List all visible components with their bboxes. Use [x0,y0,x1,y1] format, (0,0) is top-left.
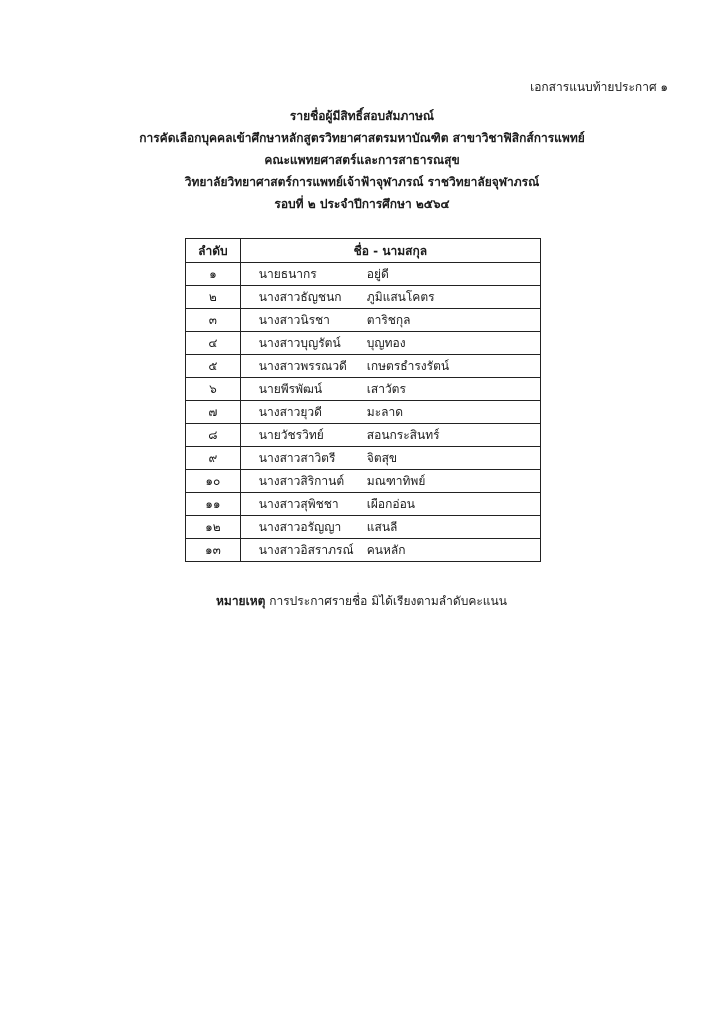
heading-title: รายชื่อผู้มีสิทธิ์สอบสัมภาษณ์ [289,109,435,123]
row-order: ๑๐ [186,470,241,493]
table-row [186,424,541,447]
row-last-name: สอนกระสินทร์ [366,428,440,442]
row-order: ๑ [186,263,241,286]
row-order: ๑๓ [186,539,241,562]
row-last-name: เกษตรธำรงรัตน์ [366,359,450,373]
table-row [186,309,541,332]
table-row [186,286,541,309]
row-first-name: นายวัชรวิทย์ [258,428,324,442]
row-full-name [240,263,540,286]
row-first-name: นางสาวสิริกานต์ [258,474,345,488]
row-order: ๕ [186,355,241,378]
row-full-name [240,401,540,424]
row-first-name: นางสาวสาวิตรี [258,451,336,465]
document-reference: เอกสารแนบท้ายประกาศ ๑ [530,80,668,94]
row-order: ๗ [186,401,241,424]
row-first-name: นางสาวนิรชา [258,313,330,327]
table-row [186,516,541,539]
row-full-name [240,539,540,562]
table-row [186,332,541,355]
row-first-name: นางสาวพรรณวดี [258,359,347,373]
header-name: ชื่อ - นามสกุล [240,239,540,263]
row-last-name: อยู่ดี [366,267,389,281]
row-order: ๑๑ [186,493,241,516]
row-order: ๘ [186,424,241,447]
table-header-row [186,239,541,263]
row-order: ๓ [186,309,241,332]
row-first-name: นางสาวอิสราภรณ์ [258,543,354,557]
row-last-name: เสาวัตร [366,382,406,396]
row-last-name: จิตสุข [366,451,398,465]
row-full-name [240,309,540,332]
row-last-name: ภูมิแสนโคตร [366,290,435,304]
row-order: ๙ [186,447,241,470]
heading-institution: วิทยาลัยวิทยาศาสตร์การแพทย์เจ้าฟ้าจุฬาภรณ์ ราชวิทยาลัยจุฬาภรณ์ [184,175,540,189]
row-last-name: มะลาด [366,405,404,419]
row-first-name: นางสาวบุญรัตน์ [258,336,341,350]
row-full-name [240,332,540,355]
document-heading [0,105,724,215]
row-first-name: นายพีรพัฒน์ [258,382,323,396]
row-order: ๑๒ [186,516,241,539]
row-first-name: นางสาวธัญชนก [258,290,342,304]
row-full-name [240,516,540,539]
row-full-name [240,493,540,516]
row-full-name [240,470,540,493]
row-full-name [240,424,540,447]
row-full-name [240,286,540,309]
row-order: ๒ [186,286,241,309]
table-row [186,263,541,286]
row-first-name: นางสาวสุพิชชา [258,497,339,511]
row-full-name [240,355,540,378]
row-first-name: นางสาวยุวดี [258,405,322,419]
table-row [186,378,541,401]
note [216,593,507,609]
table-row [186,401,541,424]
table-row [186,493,541,516]
heading-faculty: คณะแพทยศาสตร์และการสาธารณสุข [264,153,460,167]
row-last-name: คนหลัก [366,543,406,557]
table-row [186,539,541,562]
table-row [186,470,541,493]
row-order: ๔ [186,332,241,355]
note-text: การประกาศรายชื่อ มิได้เรียงตามลำดับคะแนน [269,594,507,608]
row-first-name: นางสาวอรัญญา [258,520,342,534]
table-body [186,263,541,562]
table-row [186,447,541,470]
row-full-name [240,378,540,401]
header-order: ลำดับ [186,239,241,263]
row-last-name: เผือกอ่อน [366,497,416,511]
row-order: ๖ [186,378,241,401]
candidate-table [185,238,541,562]
row-last-name: แสนลี [366,520,398,534]
note-label: หมายเหตุ [216,594,266,608]
row-full-name [240,447,540,470]
table-row [186,355,541,378]
row-first-name: นายธนากร [258,267,317,281]
heading-round: รอบที่ ๒ ประจำปีการศึกษา ๒๕๖๔ [274,197,450,211]
row-last-name: ตาริชกุล [366,313,411,327]
row-last-name: บุญทอง [366,336,406,350]
row-last-name: มณฑาทิพย์ [366,474,426,488]
heading-program: การคัดเลือกบุคคลเข้าศึกษาหลักสูตรวิทยาศาสตรมหาบัณฑิต สาขาวิชาฟิสิกส์การแพทย์ [139,131,585,145]
